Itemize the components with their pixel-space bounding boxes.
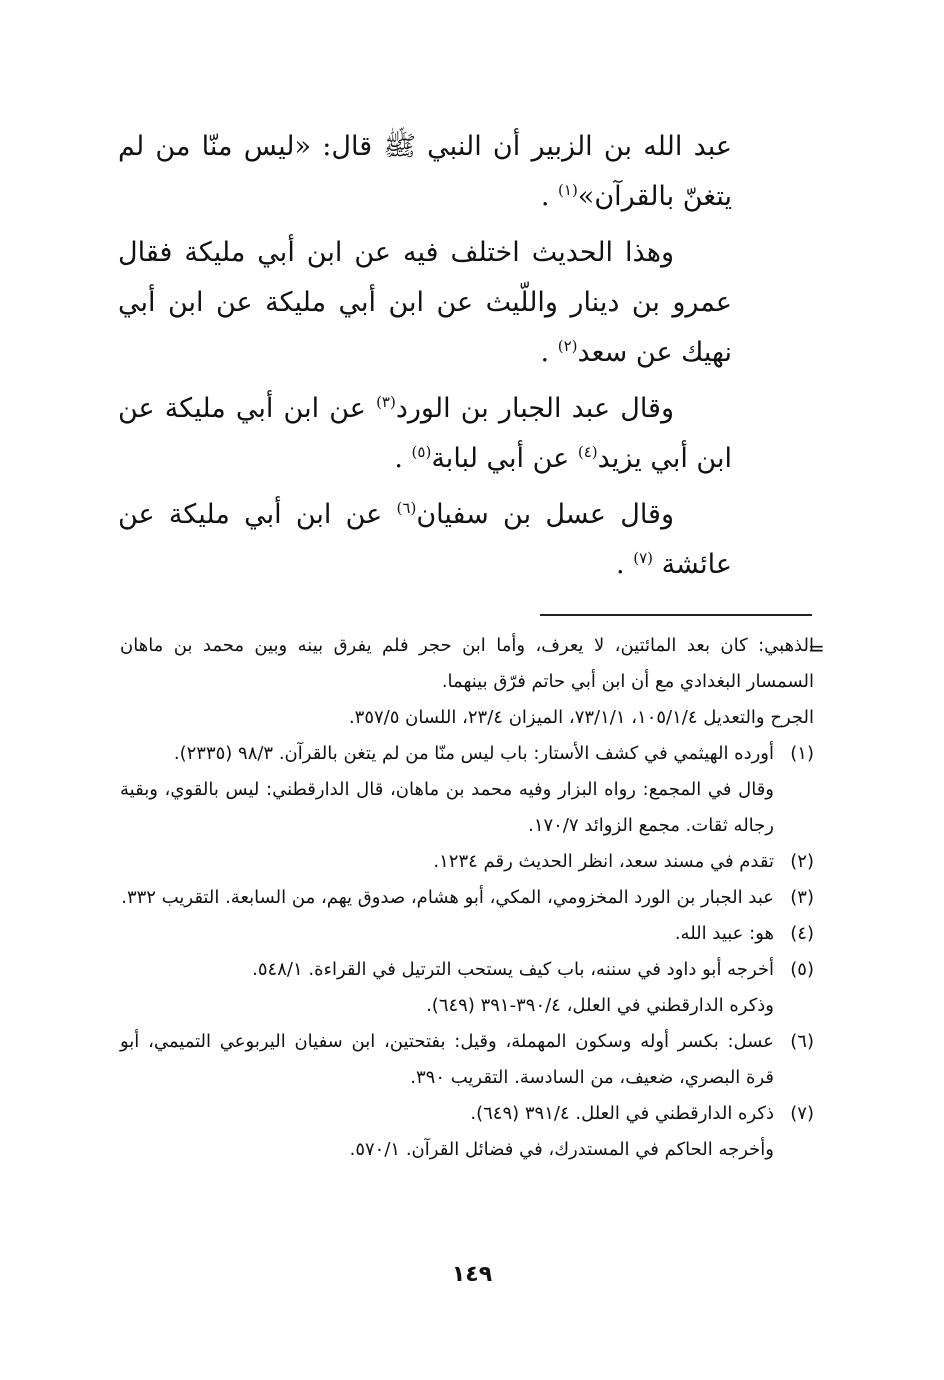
full-stop: .: [394, 443, 403, 474]
paragraph-text: عن ابن أبي مليكة عن عائشة: [118, 499, 732, 580]
footnote-line: وذكره الدارقطني في العلل، ٣٩٠/٤-٣٩١ (٦٤٩).: [426, 995, 774, 1016]
paragraph-text: وقال عبد الجبار بن الورد: [395, 393, 674, 424]
footnote-line: تقدم في مسند سعد، انظر الحديث رقم ١٢٣٤.: [433, 851, 774, 872]
footnote-body: [120, 844, 774, 880]
footnote-line: عسل: بكسر أوله وسكون المهملة، وقيل: بفتحتين، ابن سفيان اليربوعي التميمي، أبو قرة البصري، ضعيف، من السادسة. التقريب ٣٩٠.: [120, 1031, 774, 1088]
full-stop: .: [616, 549, 625, 580]
footnote-ref: (٢): [557, 337, 578, 355]
footnote-line: هو: عبيد الله.: [674, 923, 774, 944]
paragraph-1: [118, 122, 732, 222]
footnote-line: ذكره الدارقطني في العلل. ٣٩١/٤ (٦٤٩).: [470, 1103, 774, 1124]
full-stop: .: [540, 181, 550, 212]
footnote-number: (٢): [790, 851, 814, 872]
paragraph-2: [118, 228, 732, 378]
footnote-line: الجرح والتعديل ١٠٥/١/٤، ٧٣/١/١، الميزان ٢٣/٤، اللسان ٣٥٧/٥.: [348, 707, 814, 728]
footnote-number: (٧): [790, 1103, 814, 1124]
footnote-line: وأخرجه الحاكم في المستدرك، في فضائل القرآن. ٥٧٠/١.: [349, 1139, 774, 1160]
paragraph-text: عبد الله بن الزبير أن النبي ﷺ قال: «ليس منّا من لم يتغنّ بالقرآن»: [118, 131, 732, 212]
footnote-line: عبد الجبار بن الورد المخزومي، المكي، أبو هشام، صدوق يهم، من السابعة. التقريب ٣٣٢.: [121, 887, 774, 908]
footnote-ref: (١): [558, 181, 578, 199]
footnote-line: أخرجه أبو داود في سننه، باب كيف يستحب الترتيل في القراءة. ٥٤٨/١.: [252, 959, 774, 980]
footnote-4: [120, 916, 814, 952]
footnote-body: [120, 1096, 774, 1168]
footnote-1: [120, 736, 814, 844]
footnote-6: [120, 1024, 814, 1096]
paragraph-text: عن أبي لبابة: [431, 443, 578, 474]
paragraph-3: [118, 384, 732, 484]
footnote-5: [120, 952, 814, 1024]
footnote-3: [120, 880, 814, 916]
full-stop: .: [540, 337, 550, 368]
footnote-line: أورده الهيثمي في كشف الأستار: باب ليس منّا من لم يتغن بالقرآن. ٩٨/٣ (٢٣٣٥).: [173, 743, 774, 764]
footnote-ref: (٤): [577, 443, 598, 461]
footnotes: [120, 628, 814, 1168]
footnote-body: [120, 952, 774, 1024]
footnote-body: [120, 916, 774, 952]
footnote-number: (٦): [790, 1031, 814, 1052]
paragraph-text: وقال عسل بن سفيان: [416, 499, 675, 530]
footnote-ref: (٣): [376, 393, 396, 411]
paragraph-4: [118, 490, 732, 590]
footnote-line: الذهبي: كان بعد المائتين، لا يعرف، وأما ابن حجر فلم يفرق بينه وبين محمد بن ماهان السمسار البغدادي مع أن ابن أبي حاتم فرّق بينهما.: [120, 635, 814, 692]
continuation-mark: =: [808, 636, 825, 660]
footnote-line: وقال في المجمع: رواه البزار وفيه محمد بن ماهان، قال الدارقطني: ليس بالقوي، وبقية رجاله ثقات. مجمع الزوائد ١٧٠/٧.: [120, 779, 774, 836]
footnote-number: (٣): [790, 887, 814, 908]
footnote-number: (١): [790, 743, 814, 764]
main-text: [118, 122, 732, 596]
footnote-continuation: [120, 628, 814, 736]
footnote-ref: (٥): [411, 443, 432, 461]
footnote-7: [120, 1096, 814, 1168]
footnote-body: [120, 736, 774, 844]
footnote-ref: (٦): [396, 499, 417, 517]
footnote-body: [120, 880, 774, 916]
paragraph-text: وهذا الحديث اختلف فيه عن ابن أبي مليكة فقال عمرو بن دينار واللّيث عن ابن أبي مليكة عن ابن أبي نهيك عن سعد: [118, 237, 732, 368]
footnote-2: [120, 844, 814, 880]
footnote-separator: [540, 614, 812, 616]
footnote-body: [120, 1024, 774, 1096]
footnote-ref: (٧): [633, 549, 653, 567]
footnote-number: (٥): [790, 959, 814, 980]
page-number: ١٤٩: [451, 1262, 493, 1287]
footnote-number: (٤): [790, 923, 814, 944]
paragraph-text: عن ابن أبي مليكة عن ابن أبي يزيد: [118, 393, 732, 474]
